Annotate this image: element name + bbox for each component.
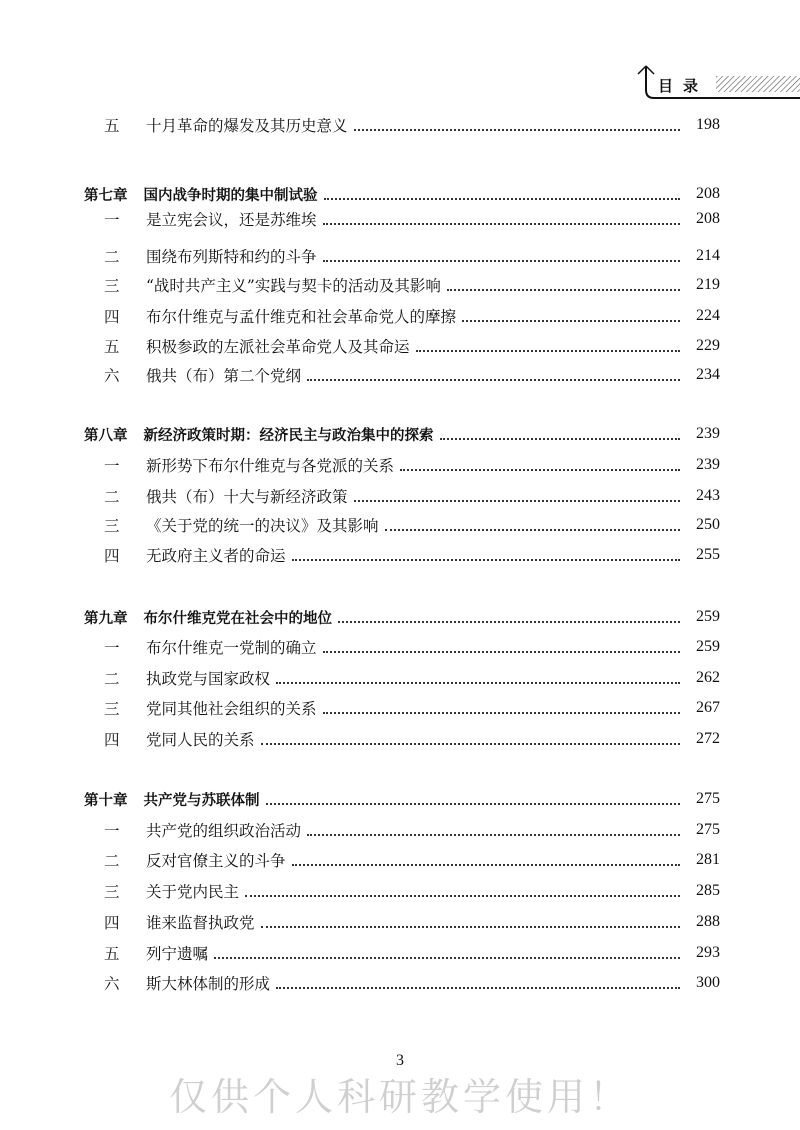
section-title: 布尔什维克一党制的确立 bbox=[146, 639, 317, 657]
page-reference: 214 bbox=[696, 247, 720, 264]
dot-leader bbox=[323, 651, 680, 653]
section-number: 五 bbox=[104, 117, 120, 135]
section-title: 十月革命的爆发及其历史意义 bbox=[146, 117, 348, 135]
header-title: 目录 bbox=[658, 77, 709, 95]
section-number: 四 bbox=[104, 308, 120, 326]
dot-leader bbox=[338, 621, 680, 623]
toc-section-entry bbox=[84, 452, 720, 478]
page-reference: 219 bbox=[696, 276, 720, 293]
page-reference: 198 bbox=[696, 116, 720, 133]
page-reference: 224 bbox=[696, 307, 720, 324]
toc-section-entry bbox=[84, 362, 720, 388]
section-title: 关于党内民主 bbox=[146, 883, 240, 901]
toc-section-entry bbox=[84, 483, 720, 509]
page-reference: 275 bbox=[696, 821, 720, 838]
section-title: 谁来监督执政党 bbox=[146, 914, 255, 932]
dot-leader bbox=[324, 198, 681, 200]
dot-leader bbox=[261, 743, 680, 745]
page-reference: 259 bbox=[696, 608, 720, 625]
section-number: 六 bbox=[104, 975, 120, 993]
section-title: 是立宪会议，还是苏维埃 bbox=[146, 211, 317, 229]
section-number: 二 bbox=[104, 248, 120, 266]
chapter-number: 第七章 bbox=[84, 187, 128, 204]
toc-section-entry bbox=[84, 665, 720, 691]
running-header bbox=[612, 62, 800, 102]
chapter-number: 第八章 bbox=[84, 427, 128, 444]
page-reference: 255 bbox=[696, 546, 720, 563]
section-title: 列宁遗嘱 bbox=[146, 945, 209, 963]
section-title: 无政府主义者的命运 bbox=[146, 547, 286, 565]
toc-section-entry bbox=[84, 333, 720, 359]
page-reference: 262 bbox=[696, 669, 720, 686]
dot-leader bbox=[245, 895, 680, 897]
section-number: 二 bbox=[104, 852, 120, 870]
section-number: 五 bbox=[104, 945, 120, 963]
section-title: 布尔什维克与孟什维克和社会革命党人的摩擦 bbox=[146, 308, 457, 326]
section-title: 俄共（布）十大与新经济政策 bbox=[146, 488, 348, 506]
page-number: 3 bbox=[396, 1052, 404, 1069]
page-reference: 208 bbox=[696, 210, 720, 227]
chapter-number: 第十章 bbox=[84, 792, 128, 809]
toc-section-entry bbox=[84, 512, 720, 538]
dot-leader bbox=[307, 379, 680, 381]
toc-section-entry bbox=[84, 243, 720, 269]
dot-leader bbox=[323, 260, 680, 262]
toc-chapter-entry bbox=[84, 604, 720, 630]
section-title: 斯大林体制的形成 bbox=[146, 975, 271, 993]
dot-leader bbox=[385, 529, 680, 531]
section-number: 一 bbox=[104, 822, 120, 840]
page-reference: 250 bbox=[696, 516, 720, 533]
section-number: 二 bbox=[104, 670, 120, 688]
toc-section-entry bbox=[84, 726, 720, 752]
toc-section-entry bbox=[84, 847, 720, 873]
dot-leader bbox=[323, 223, 680, 225]
section-number: 四 bbox=[104, 547, 120, 565]
chapter-number: 第九章 bbox=[84, 610, 128, 627]
section-title: 共产党的组织政治活动 bbox=[146, 822, 302, 840]
page-reference: 239 bbox=[696, 456, 720, 473]
toc-chapter-entry bbox=[84, 181, 720, 207]
section-number: 三 bbox=[104, 700, 120, 718]
page-reference: 229 bbox=[696, 337, 720, 354]
chapter-title: 共产党与苏联体制 bbox=[143, 792, 260, 809]
dot-leader bbox=[354, 500, 680, 502]
toc-section-entry bbox=[84, 878, 720, 904]
section-title: 党同人民的关系 bbox=[146, 731, 255, 749]
toc-section-entry bbox=[84, 634, 720, 660]
toc-section-entry bbox=[84, 272, 720, 298]
chapter-title: 新经济政策时期：经济民主与政治集中的探索 bbox=[143, 427, 434, 444]
page-reference: 208 bbox=[696, 185, 720, 202]
section-title: 俄共（布）第二个党纲 bbox=[146, 367, 302, 385]
section-number: 一 bbox=[104, 211, 120, 229]
section-title: 反对官僚主义的斗争 bbox=[146, 852, 286, 870]
watermark: 仅供个人科研教学使用！ bbox=[168, 1075, 631, 1119]
page-reference: 293 bbox=[696, 944, 720, 961]
dot-leader bbox=[292, 559, 680, 561]
section-title: 党同其他社会组织的关系 bbox=[146, 700, 317, 718]
section-title: “战时共产主义”实践与契卡的活动及其影响 bbox=[146, 277, 441, 295]
dot-leader bbox=[462, 320, 680, 322]
dot-leader bbox=[416, 350, 680, 352]
section-title: 新形势下布尔什维克与各党派的关系 bbox=[146, 457, 395, 475]
section-number: 一 bbox=[104, 639, 120, 657]
page-reference: 243 bbox=[696, 487, 720, 504]
toc-section-entry bbox=[84, 303, 720, 329]
page-reference: 239 bbox=[696, 425, 720, 442]
dot-leader bbox=[292, 864, 680, 866]
dot-leader bbox=[354, 129, 680, 131]
toc-chapter-entry bbox=[84, 421, 720, 447]
page-reference: 281 bbox=[696, 851, 720, 868]
page-reference: 300 bbox=[696, 974, 720, 991]
dot-leader bbox=[261, 926, 680, 928]
toc-section-entry bbox=[84, 112, 720, 138]
section-number: 一 bbox=[104, 457, 120, 475]
section-number: 四 bbox=[104, 731, 120, 749]
section-title: 执政党与国家政权 bbox=[146, 670, 271, 688]
dot-leader bbox=[400, 469, 680, 471]
section-number: 三 bbox=[104, 517, 120, 535]
toc-section-entry bbox=[84, 206, 720, 232]
dot-leader bbox=[276, 987, 680, 989]
dot-leader bbox=[440, 438, 681, 440]
page-reference: 234 bbox=[696, 366, 720, 383]
page-reference: 288 bbox=[696, 913, 720, 930]
section-title: 《关于党的统一的决议》及其影响 bbox=[146, 517, 379, 535]
toc-chapter-entry bbox=[84, 786, 720, 812]
section-number: 六 bbox=[104, 367, 120, 385]
page-reference: 267 bbox=[696, 699, 720, 716]
dot-leader bbox=[447, 289, 680, 291]
toc-section-entry bbox=[84, 940, 720, 966]
toc-section-entry bbox=[84, 542, 720, 568]
dot-leader bbox=[307, 834, 680, 836]
section-number: 三 bbox=[104, 883, 120, 901]
section-number: 三 bbox=[104, 277, 120, 295]
section-title: 围绕布列斯特和约的斗争 bbox=[146, 248, 317, 266]
section-title: 积极参政的左派社会革命党人及其命运 bbox=[146, 338, 410, 356]
chapter-title: 布尔什维克党在社会中的地位 bbox=[143, 610, 332, 627]
section-number: 二 bbox=[104, 488, 120, 506]
toc-section-entry bbox=[84, 695, 720, 721]
dot-leader bbox=[266, 803, 681, 805]
page-reference: 285 bbox=[696, 882, 720, 899]
page-reference: 272 bbox=[696, 730, 720, 747]
toc-section-entry bbox=[84, 970, 720, 996]
toc-section-entry bbox=[84, 909, 720, 935]
page-reference: 275 bbox=[696, 790, 720, 807]
section-number: 五 bbox=[104, 338, 120, 356]
dot-leader bbox=[276, 682, 680, 684]
dot-leader bbox=[323, 712, 680, 714]
chapter-title: 国内战争时期的集中制试验 bbox=[143, 187, 318, 204]
dot-leader bbox=[214, 957, 680, 959]
page-reference: 259 bbox=[696, 638, 720, 655]
toc-section-entry bbox=[84, 817, 720, 843]
section-number: 四 bbox=[104, 914, 120, 932]
